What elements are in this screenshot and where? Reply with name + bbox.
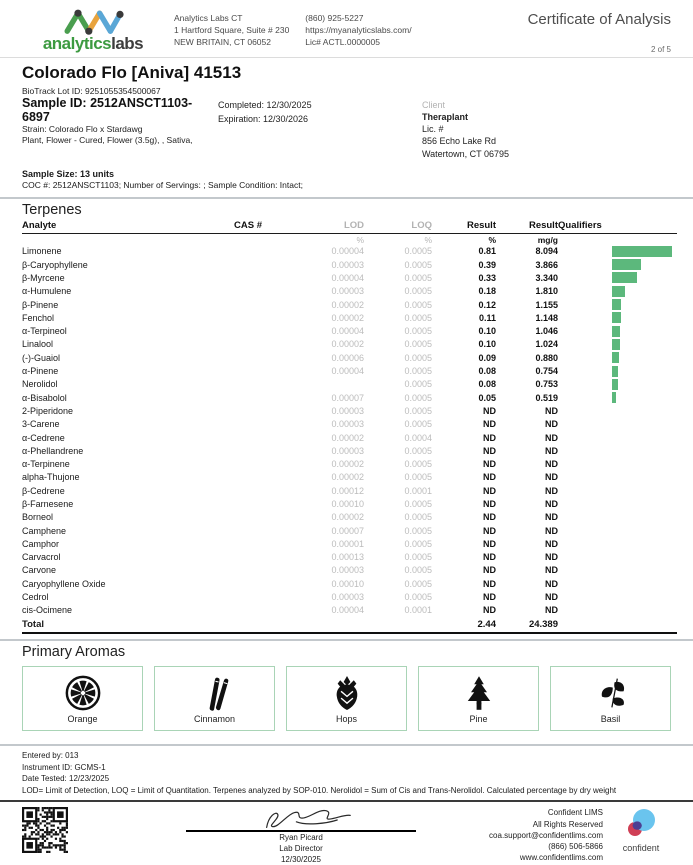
aroma-label: Cinnamon (193, 713, 236, 724)
result-bar (612, 339, 620, 350)
footer-notes (0, 746, 693, 796)
lims-website: www.confidentlims.com (519, 853, 603, 863)
result-percent: ND (483, 605, 496, 616)
lims-info (489, 807, 603, 863)
client-address2: Watertown, CT 06795 (422, 148, 510, 159)
expiration-date: Expiration: 12/30/2026 (218, 113, 309, 124)
result-percent: ND (483, 552, 496, 563)
loq-value: 0.0001 (404, 605, 432, 616)
terpene-row (22, 338, 677, 351)
result-percent: 0.33 (478, 272, 496, 283)
signer-role: Lab Director (279, 844, 323, 854)
lab-address-block (174, 6, 289, 49)
result-percent: 0.09 (478, 352, 496, 363)
loq-value: 0.0005 (404, 312, 432, 323)
analyte-name: Fenchol (22, 312, 55, 323)
terpene-row (22, 271, 677, 284)
coc-line: COC #: 2512ANSCT1103; Number of Servings: ; Sample Condition: Intact; (22, 179, 303, 190)
product-type: Plant, Flower - Cured, Flower (3.5g), , Sativa, (22, 135, 193, 146)
loq-value: 0.0005 (404, 512, 432, 523)
terpene-row (22, 351, 677, 364)
aroma-label: Pine (469, 713, 488, 724)
result-percent: ND (483, 432, 496, 443)
result-mgg: ND (545, 605, 558, 616)
loq-value: 0.0005 (404, 379, 432, 390)
lab-address-line2: NEW BRITAIN, CT 06052 (174, 36, 271, 47)
result-mgg: 1.046 (535, 326, 558, 337)
document-title: Certificate of Analysis (527, 11, 671, 28)
confident-logo (611, 807, 671, 853)
col-loq: LOQ (411, 219, 432, 231)
loq-value: 0.0005 (404, 392, 432, 403)
loq-value: 0.0005 (404, 498, 432, 509)
analytics-labs-logo (22, 6, 164, 54)
lod-value: 0.00003 (331, 445, 364, 456)
terpene-rows (22, 245, 677, 617)
date-tested: Date Tested: 12/23/2025 (22, 774, 110, 784)
analyte-name: Limonene (22, 246, 62, 257)
result-percent: ND (483, 525, 496, 536)
terpene-row (22, 418, 677, 431)
result-mgg: ND (545, 538, 558, 549)
result-mgg: 3.340 (535, 272, 558, 283)
loq-value: 0.0004 (404, 432, 432, 443)
page-indicator: 2 of 5 (650, 45, 671, 54)
client-block (422, 96, 509, 160)
result-bar (612, 326, 620, 337)
lims-phone: (866) 506-5866 (548, 841, 603, 851)
lod-value: 0.00010 (331, 578, 364, 589)
table-header-row (22, 220, 677, 234)
footer-bottom (0, 802, 693, 865)
result-mgg: 1.148 (535, 312, 558, 323)
analyte-name: Camphor (22, 538, 60, 549)
analyte-name: 3-Carene (22, 419, 60, 430)
result-mgg: 1.810 (535, 286, 558, 297)
loq-value: 0.0005 (404, 459, 432, 470)
cinnamon-sticks-icon (197, 674, 233, 712)
loq-value: 0.0005 (404, 339, 432, 350)
terpene-row (22, 404, 677, 417)
strain: Strain: Colorado Flo x Stardawg (22, 124, 143, 134)
lod-value: 0.00002 (331, 312, 364, 323)
terpene-row (22, 311, 677, 324)
analyte-name: α-Phellandrene (22, 445, 84, 456)
lod-value: 0.00004 (331, 246, 364, 257)
result-percent: ND (483, 565, 496, 576)
result-percent: ND (483, 538, 496, 549)
terpene-row (22, 378, 677, 391)
col-lod: LOD (343, 219, 364, 231)
client-label: Client (422, 100, 446, 110)
analyte-name: Nerolidol (22, 379, 58, 390)
lod-value: 0.00002 (331, 339, 364, 350)
analyte-name: α-Bisabolol (22, 392, 67, 403)
analyte-name: cis-Ocimene (22, 605, 73, 616)
terpene-row (22, 564, 677, 577)
terpene-row (22, 258, 677, 271)
loq-value: 0.0005 (404, 445, 432, 456)
loq-value: 0.0005 (404, 366, 432, 377)
loq-value: 0.0005 (404, 299, 432, 310)
analyte-name: alpha-Thujone (22, 472, 80, 483)
analyte-name: 2-Piperidone (22, 405, 74, 416)
aroma-label: Basil (600, 713, 621, 724)
result-mgg: 0.519 (535, 392, 558, 403)
result-mgg: ND (545, 485, 558, 496)
result-mgg: 0.754 (535, 366, 558, 377)
aroma-box-hops (286, 666, 407, 731)
lod-value: 0.00012 (331, 485, 364, 496)
analyte-name: β-Farnesene (22, 498, 74, 509)
aroma-label: Hops (335, 713, 357, 724)
result-mgg: 1.024 (535, 339, 558, 350)
result-mgg: ND (545, 565, 558, 576)
result-percent: ND (483, 472, 496, 483)
terpene-row (22, 431, 677, 444)
lab-contact-block (305, 6, 411, 49)
result-mgg: ND (545, 405, 558, 416)
analyte-name: β-Pinene (22, 299, 59, 310)
result-percent: 0.10 (478, 326, 496, 337)
analyte-name: β-Myrcene (22, 272, 65, 283)
aroma-box-basil (550, 666, 671, 731)
lod-value: 0.00003 (331, 405, 364, 416)
result-bar (612, 379, 618, 390)
analyte-name: Linalool (22, 339, 54, 350)
confident-wordmark: confident (622, 843, 660, 854)
total-label: Total (22, 619, 44, 631)
lab-address-line1: 1 Hartford Square, Suite # 230 (174, 24, 290, 35)
client-name: Theraplant (422, 112, 469, 123)
result-percent: 0.08 (478, 366, 496, 377)
result-percent: 0.05 (478, 392, 496, 403)
result-percent: 0.39 (478, 259, 496, 270)
lod-loq-note: LOD= Limit of Detection, LOQ = Limit of Quantitation. Terpenes analyzed by SOP-010. Nerolidol = Sum of Cis and Trans-Nerolidol. Calculated percentage by dry weight (22, 785, 617, 795)
orange-slice-icon (64, 674, 102, 712)
sample-id-block (22, 96, 218, 160)
loq-value: 0.0005 (404, 286, 432, 297)
analyte-name: Carvacrol (22, 552, 61, 563)
dates-block (218, 96, 400, 160)
terpene-row (22, 391, 677, 404)
analyte-name: Borneol (22, 512, 54, 523)
analyte-name: β-Caryophyllene (22, 259, 88, 270)
result-percent: 0.12 (478, 299, 496, 310)
loq-value: 0.0005 (404, 405, 432, 416)
lod-value: 0.00004 (331, 605, 364, 616)
loq-value: 0.0005 (404, 272, 432, 283)
entered-by: Entered by: 013 (22, 751, 79, 761)
result-percent: 0.81 (478, 246, 496, 257)
qr-code (22, 807, 68, 853)
result-mgg: 0.880 (535, 352, 558, 363)
lod-value: 0.00003 (331, 565, 364, 576)
result-percent: ND (483, 405, 496, 416)
unit-pct: % (488, 234, 496, 245)
lab-phone: (860) 925-5227 (305, 13, 364, 23)
signature-line (186, 830, 416, 832)
analyte-name: Carvone (22, 565, 57, 576)
lod-value: 0.00003 (331, 259, 364, 270)
signature-block (186, 807, 416, 865)
result-percent: ND (483, 445, 496, 456)
header (0, 0, 693, 58)
result-mgg: ND (545, 512, 558, 523)
terpene-row (22, 604, 677, 617)
analyte-name: α-Terpinene (22, 459, 70, 470)
terpene-row (22, 457, 677, 470)
terpene-row (22, 298, 677, 311)
result-percent: 0.18 (478, 286, 496, 297)
result-percent: ND (483, 512, 496, 523)
completed-date: Completed: 12/30/2025 (218, 100, 312, 110)
lod-value: 0.00006 (331, 352, 364, 363)
loq-value: 0.0005 (404, 552, 432, 563)
result-bar (612, 259, 641, 270)
loq-value: 0.0001 (404, 485, 432, 496)
terpene-row (22, 444, 677, 457)
loq-value: 0.0005 (404, 419, 432, 430)
result-mgg: ND (545, 592, 558, 603)
confident-circles-icon (624, 807, 658, 839)
analyte-name: Camphene (22, 525, 67, 536)
lod-value: 0.00002 (331, 432, 364, 443)
col-result-mgg: Result (528, 219, 558, 231)
loq-value: 0.0005 (404, 472, 432, 483)
table-units-row (22, 234, 677, 245)
analyte-name: α-Pinene (22, 366, 59, 377)
logo-zigzag-icon (41, 6, 145, 36)
lod-value: 0.00013 (331, 552, 364, 563)
terpene-row (22, 537, 677, 550)
lod-value: 0.00007 (331, 392, 364, 403)
loq-value: 0.0005 (404, 326, 432, 337)
terpene-row (22, 285, 677, 298)
analyte-name: α-Humulene (22, 286, 72, 297)
result-mgg: ND (545, 445, 558, 456)
logo-wordmark: analyticslabs (42, 34, 144, 53)
primary-aromas-section (0, 641, 693, 731)
loq-value: 0.0005 (404, 538, 432, 549)
result-percent: ND (483, 459, 496, 470)
total-mgg: 24.389 (528, 619, 558, 631)
analyte-name: Caryophyllene Oxide (22, 578, 106, 589)
instrument-id: Instrument ID: GCMS-1 (22, 762, 106, 772)
lab-website: https://myanalyticslabs.com/ (305, 24, 412, 35)
result-bar (612, 286, 625, 297)
terpene-row (22, 577, 677, 590)
result-bar (612, 312, 621, 323)
terpene-row (22, 364, 677, 377)
result-bar (612, 392, 616, 403)
result-mgg: ND (545, 419, 558, 430)
lod-value: 0.00003 (331, 592, 364, 603)
unit-mgg: mg/g (537, 234, 558, 245)
sample-title: Colorado Flo [Aniva] 41513 (22, 63, 242, 82)
aroma-label: Orange (67, 713, 98, 724)
hops-cone-icon (330, 674, 364, 712)
pine-tree-icon (463, 674, 495, 712)
result-mgg: ND (545, 459, 558, 470)
col-cas: CAS # (234, 219, 262, 231)
result-mgg: ND (545, 578, 558, 589)
lod-value: 0.00004 (331, 272, 364, 283)
result-mgg: ND (545, 472, 558, 483)
analyte-name: (-)-Guaiol (22, 352, 61, 363)
result-percent: ND (483, 485, 496, 496)
lims-rights: All Rights Reserved (532, 819, 603, 829)
result-percent: ND (483, 498, 496, 509)
analyte-name: β-Cedrene (22, 485, 65, 496)
signer-name: Ryan Picard (279, 833, 323, 843)
result-percent: 0.11 (478, 312, 496, 323)
terpene-row (22, 324, 677, 337)
unit-lod: % (356, 234, 364, 245)
terpene-row (22, 511, 677, 524)
loq-value: 0.0005 (404, 246, 432, 257)
result-bar (612, 299, 621, 310)
result-percent: 0.08 (478, 379, 496, 390)
result-bar (612, 366, 618, 377)
terpene-row (22, 497, 677, 510)
result-percent: ND (483, 419, 496, 430)
lab-name: Analytics Labs CT (174, 13, 243, 23)
lod-value: 0.00001 (331, 538, 364, 549)
loq-value: 0.0005 (404, 578, 432, 589)
lod-value: 0.00010 (331, 498, 364, 509)
sample-info (0, 58, 693, 190)
loq-value: 0.0005 (404, 592, 432, 603)
analyte-name: Cedrol (22, 592, 49, 603)
analyte-name: α-Terpineol (22, 326, 67, 337)
terpene-row (22, 471, 677, 484)
loq-value: 0.0005 (404, 525, 432, 536)
terpene-row (22, 524, 677, 537)
result-mgg: ND (545, 432, 558, 443)
lims-email: coa.support@confidentlims.com (489, 830, 603, 840)
sample-size: Sample Size: 13 units (22, 168, 115, 179)
result-mgg: 8.094 (535, 246, 558, 257)
lod-value: 0.00004 (331, 326, 364, 337)
lab-license: Lic# ACTL.0000005 (305, 36, 380, 47)
lod-value: 0.00007 (331, 525, 364, 536)
result-percent: ND (483, 578, 496, 589)
unit-loq: % (424, 234, 432, 245)
loq-value: 0.0005 (404, 352, 432, 363)
lod-value: 0.00004 (331, 366, 364, 377)
lod-value: 0.00003 (331, 286, 364, 297)
sample-id: Sample ID: 2512ANSCT1103-6897 (22, 96, 193, 124)
lod-value: 0.00002 (331, 299, 364, 310)
client-license: Lic. # (422, 124, 444, 135)
terpene-row (22, 590, 677, 603)
document-meta (528, 6, 671, 54)
loq-value: 0.0005 (404, 565, 432, 576)
biotrack-lot-id: BioTrack Lot ID: 9251055354500067 (22, 86, 161, 96)
lod-value: 0.00003 (331, 419, 364, 430)
total-percent: 2.44 (477, 619, 496, 631)
lod-value: 0.00002 (331, 459, 364, 470)
terpenes-section-title: Terpenes (22, 201, 82, 218)
terpene-row (22, 484, 677, 497)
aromas-section-title: Primary Aromas (22, 644, 126, 661)
result-mgg: ND (545, 552, 558, 563)
basil-leaves-icon (593, 674, 629, 712)
loq-value: 0.0005 (404, 259, 432, 270)
lims-name: Confident LIMS (547, 808, 603, 818)
terpene-table (22, 220, 677, 634)
client-address1: 856 Echo Lake Rd (422, 136, 497, 147)
lod-value: 0.00002 (331, 512, 364, 523)
total-row (22, 617, 677, 634)
result-percent: ND (483, 592, 496, 603)
aroma-box-cinnamon (154, 666, 275, 731)
aroma-box-orange (22, 666, 143, 731)
result-bar (612, 352, 619, 363)
aroma-boxes (22, 666, 671, 731)
result-bar (612, 246, 672, 257)
signer-date: 12/30/2025 (280, 855, 322, 865)
terpene-row (22, 551, 677, 564)
result-percent: 0.10 (478, 339, 496, 350)
result-mgg: 0.753 (535, 379, 558, 390)
result-mgg: 3.866 (535, 259, 558, 270)
lod-value: 0.00002 (331, 472, 364, 483)
result-mgg: ND (545, 525, 558, 536)
result-bar (612, 272, 637, 283)
col-result-pct: Result (466, 219, 496, 231)
result-mgg: 1.155 (535, 299, 558, 310)
analyte-name: α-Cedrene (22, 432, 65, 443)
col-qualifiers: Qualifiers (558, 219, 602, 231)
result-mgg: ND (545, 498, 558, 509)
aroma-box-pine (418, 666, 539, 731)
terpene-row (22, 245, 677, 258)
col-analyte: Analyte (22, 219, 57, 231)
